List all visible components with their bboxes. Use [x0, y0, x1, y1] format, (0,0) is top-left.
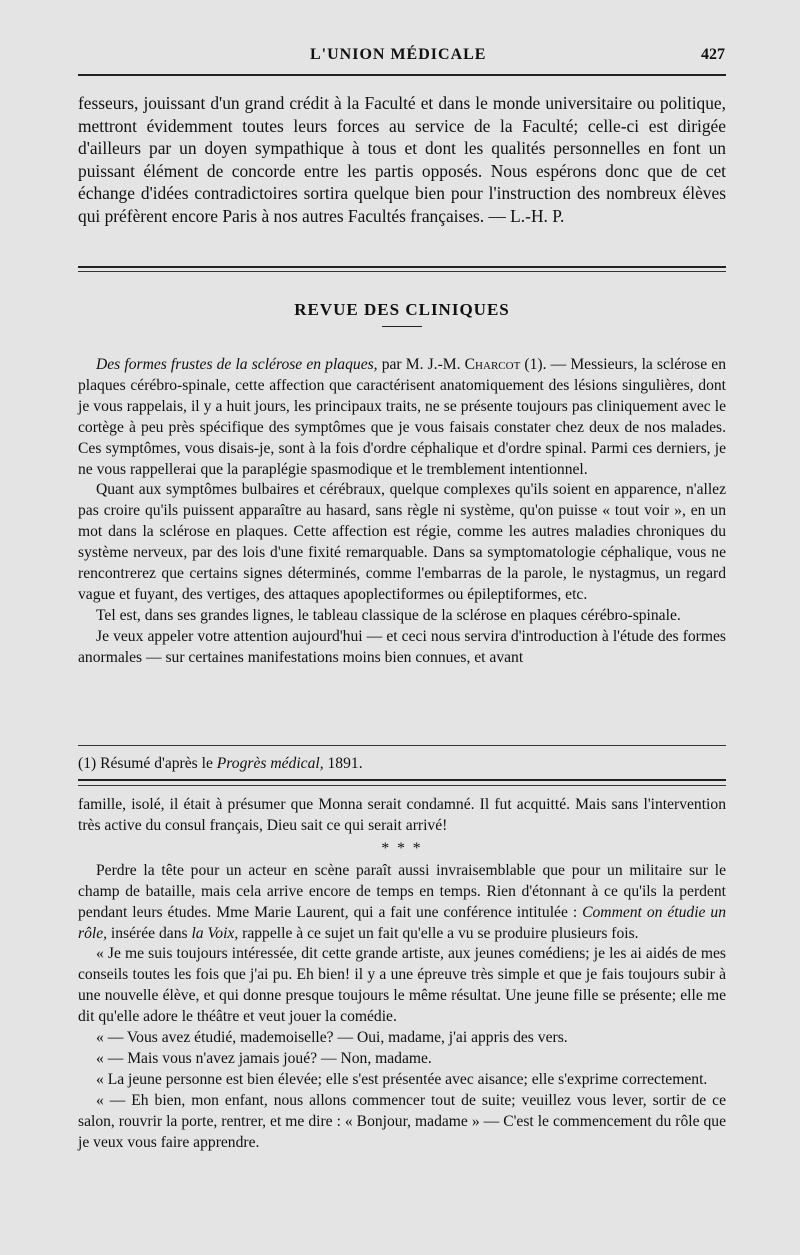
article-byline: par M. J.-M.	[377, 356, 465, 373]
page-header	[80, 46, 725, 70]
footnote-source: Progrès médical,	[216, 755, 324, 772]
section-rule-top	[78, 266, 726, 268]
clinique-paragraph: Quant aux symptômes bulbaires et cérébraux, quelque complexes qu'ils soient en apparence, n'allez pas croire qu'ils puissent apparaître au hasard, sans règle ni système, qu'on puisse « tout voir », en un mot dans la sclérose en plaques. Cette affection est régie, comme les autres maladies chroniques du système nerveux, par des lois d'une fixité remarquable. Dans sa symptomatologie céphalique, vous ne rencontrerez que certains signes déterminés, comme l'embarras de la parole, le nystagmus, un regard vague et fuyant, des vertiges, des attaques apoplectiformes ou épileptiformes, etc.	[78, 481, 726, 603]
lecture-title: Comment on étudie un rôle,	[78, 903, 726, 942]
footnote-rule	[78, 745, 726, 746]
paragraph-text: Perdre la tête pour un acteur en scène paraît aussi invraisemblable que pour un militaire sur le champ de bataille, mais cela arrive encore de temps en temps. Rien d'étonnant à ce qu'ils la perdent pendant leurs études. Mme Marie Laurent, qui a fait une conférence intitulée :	[78, 861, 726, 921]
feuilleton-rule-bottom	[78, 785, 726, 786]
separator-stars: * * *	[381, 839, 423, 857]
clinique-lead-paragraph	[78, 355, 726, 480]
clinique-paragraph: Tel est, dans ses grandes lignes, le tableau classique de la sclérose en plaques cérébro-spinale.	[96, 606, 681, 624]
section-title: REVUE DES CLINIQUES	[294, 300, 510, 319]
intro-text: fesseurs, jouissant d'un grand crédit à la Faculté et dans le monde universitaire ou politique, mettront évidemment toutes leurs forces au service de la Faculté; celle-ci est dirigée d'ailleurs par un doyen sympathique à tous et dont les qualités personnelles en font un puissant élément de concorde entre les partis opposés. Nous espérons donc que de cet échange d'idées contradictoires sortira quelque bien pour l'instruction des nombreux élèves qui préfèrent encore Paris à nos autres Facultés françaises. — L.-H. P.	[78, 93, 726, 226]
intro-paragraph	[78, 92, 726, 227]
feuilleton-rule-top	[78, 779, 726, 781]
section-rule-bottom	[78, 271, 726, 272]
feuilleton-article	[78, 795, 726, 1154]
clinique-article	[78, 355, 726, 669]
page-number: 427	[701, 46, 725, 63]
article-lead-text: (1). — Messieurs, la sclérose en plaques cérébro-spinale, cette affection que caractérisent anatomiquement des lésions singulières, dont je vous rappelais, il y a huit jours, les principaux traits, ne se présente toujours pas cliniquement avec le cortège à peu près spécifique des symptômes que je vous faisais constater chez deux de nos malades. Ces symptômes, vous disais-je, sont à la fois d'ordre céphalique et d'ordre spinal. Parmi ces derniers, je ne vous rappellerai que la paraplégie spasmodique et le tremblement intentionnel.	[78, 356, 726, 478]
footnote-prefix: (1) Résumé d'après le	[78, 755, 217, 772]
running-title: L'UNION MÉDICALE	[310, 46, 487, 63]
article-author: Charcot	[464, 356, 521, 373]
feuilleton-paragraph	[78, 861, 726, 945]
title-underline	[382, 326, 422, 327]
paragraph-text: rappelle à ce sujet un fait qu'elle a vu se produire plusieurs fois.	[238, 924, 639, 942]
journal-title: la Voix,	[191, 924, 239, 942]
feuilleton-paragraph: famille, isolé, il était à présumer que Monna serait condamné. Il fut acquitté. Mais sans l'intervention très active du consul français, Dieu sait ce qui serait arrivé!	[78, 796, 726, 834]
feuilleton-paragraph: « Je me suis toujours intéressée, dit cette grande artiste, aux jeunes comédiens; je les ai aidés de mes conseils toutes les fois que j'ai pu. Eh bien! il y a une épreuve très simple et que je fais toujours subir à une nouvelle élève, et qui donne presque toujours le même résultat. Une jeune fille se présente; elle me dit qu'elle adore le théâtre et veut jouer la comédie.	[78, 945, 726, 1026]
header-rule	[78, 74, 726, 76]
article-title: Des formes frustes de la sclérose en plaques,	[96, 356, 378, 373]
feuilleton-paragraph: « La jeune personne est bien élevée; elle s'est présentée avec aisance; elle s'exprime correctement.	[96, 1070, 708, 1088]
paragraph-text: insérée dans	[107, 924, 192, 942]
clinique-paragraph: Je veux appeler votre attention aujourd'hui — et ceci nous servira d'introduction à l'étude des formes anormales — sur certaines manifestations moins bien connues, et avant	[78, 627, 726, 666]
footnote	[78, 754, 726, 775]
dialogue-line: « — Eh bien, mon enfant, nous allons commencer tout de suite; veuillez vous lever, sortir de ce salon, rouvrir la porte, rentrer, et me dire : « Bonjour, madame » — C'est le commencement du rôle que je veux vous faire apprendre.	[78, 1091, 726, 1151]
dialogue-line: « — Mais vous n'avez jamais joué? — Non, madame.	[96, 1049, 432, 1067]
dialogue-line: « — Vous avez étudié, mademoiselle? — Oui, madame, j'ai appris des vers.	[96, 1029, 568, 1047]
footnote-year: 1891.	[323, 755, 363, 772]
